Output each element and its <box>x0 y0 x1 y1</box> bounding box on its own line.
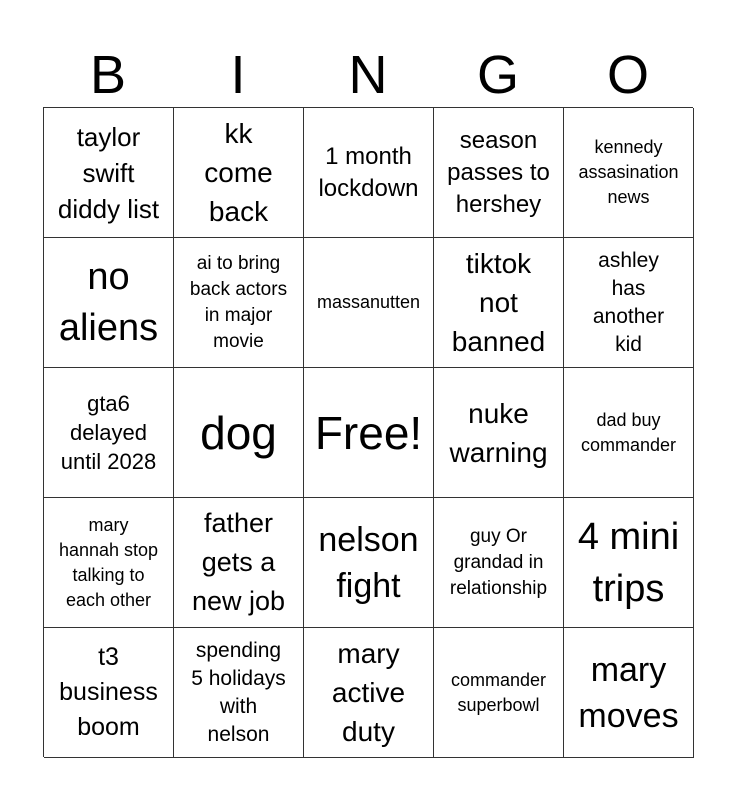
cell-text: mary moves <box>578 650 679 735</box>
cell-text: season passes to hershey <box>447 126 550 218</box>
bingo-cell <box>564 368 694 498</box>
cell-text: mary hannah stop talking to each other <box>58 514 159 610</box>
bingo-cell <box>564 108 694 238</box>
header-letter-i: I <box>230 45 246 105</box>
cell-text: massanutten <box>316 292 421 312</box>
header-letter-b: B <box>89 45 127 105</box>
cell-text: gta6 delayed until 2028 <box>60 391 157 474</box>
cell-text: taylor swift diddy list <box>57 121 160 224</box>
cell-text: guy Or grandad in relationship <box>449 525 548 599</box>
bingo-cell <box>434 368 564 498</box>
bingo-cell <box>564 498 694 628</box>
bingo-cell <box>174 628 304 758</box>
bingo-cell <box>44 498 174 628</box>
cell-text: no aliens <box>58 255 159 349</box>
bingo-cell <box>174 238 304 368</box>
header-letter-n: N <box>348 45 388 105</box>
header-letter-g: G <box>476 45 519 105</box>
bingo-cell <box>304 368 434 498</box>
bingo-cell <box>304 498 434 628</box>
cell-text: dog <box>200 406 277 459</box>
cell-text: t3 business boom <box>59 643 158 741</box>
bingo-cell <box>434 238 564 368</box>
bingo-header <box>43 44 693 106</box>
bingo-cell <box>304 628 434 758</box>
cell-text: 1 month lockdown <box>318 142 419 202</box>
cell-text: mary active duty <box>331 638 406 747</box>
bingo-cell <box>304 108 434 238</box>
bingo-cell <box>44 628 174 758</box>
cell-text: father gets a new job <box>191 508 286 616</box>
bingo-cell <box>174 108 304 238</box>
cell-text: ai to bring back actors in major movie <box>189 252 288 352</box>
cell-text: nuke warning <box>449 397 548 468</box>
bingo-cell <box>44 238 174 368</box>
bingo-cell <box>434 628 564 758</box>
bingo-cell <box>434 108 564 238</box>
cell-text: ashley has another kid <box>592 248 665 356</box>
cell-text: kennedy assasination news <box>578 137 679 207</box>
bingo-grid <box>43 107 693 757</box>
cell-text: spending 5 holidays with nelson <box>191 638 286 746</box>
bingo-cell <box>44 108 174 238</box>
cell-text: nelson fight <box>318 520 419 605</box>
bingo-cell <box>304 238 434 368</box>
cell-text: 4 mini trips <box>577 515 680 610</box>
bingo-cell <box>564 628 694 758</box>
bingo-cell <box>564 238 694 368</box>
cell-text: dad buy commander <box>580 409 677 455</box>
bingo-cell <box>174 368 304 498</box>
bingo-cell <box>434 498 564 628</box>
header-letter-o: O <box>606 45 649 105</box>
cell-text: Free! <box>314 406 423 459</box>
cell-text: commander superbowl <box>450 669 547 715</box>
bingo-cell <box>44 368 174 498</box>
cell-text: tiktok not banned <box>451 248 546 357</box>
bingo-cell <box>174 498 304 628</box>
cell-text: kk come back <box>204 118 273 227</box>
